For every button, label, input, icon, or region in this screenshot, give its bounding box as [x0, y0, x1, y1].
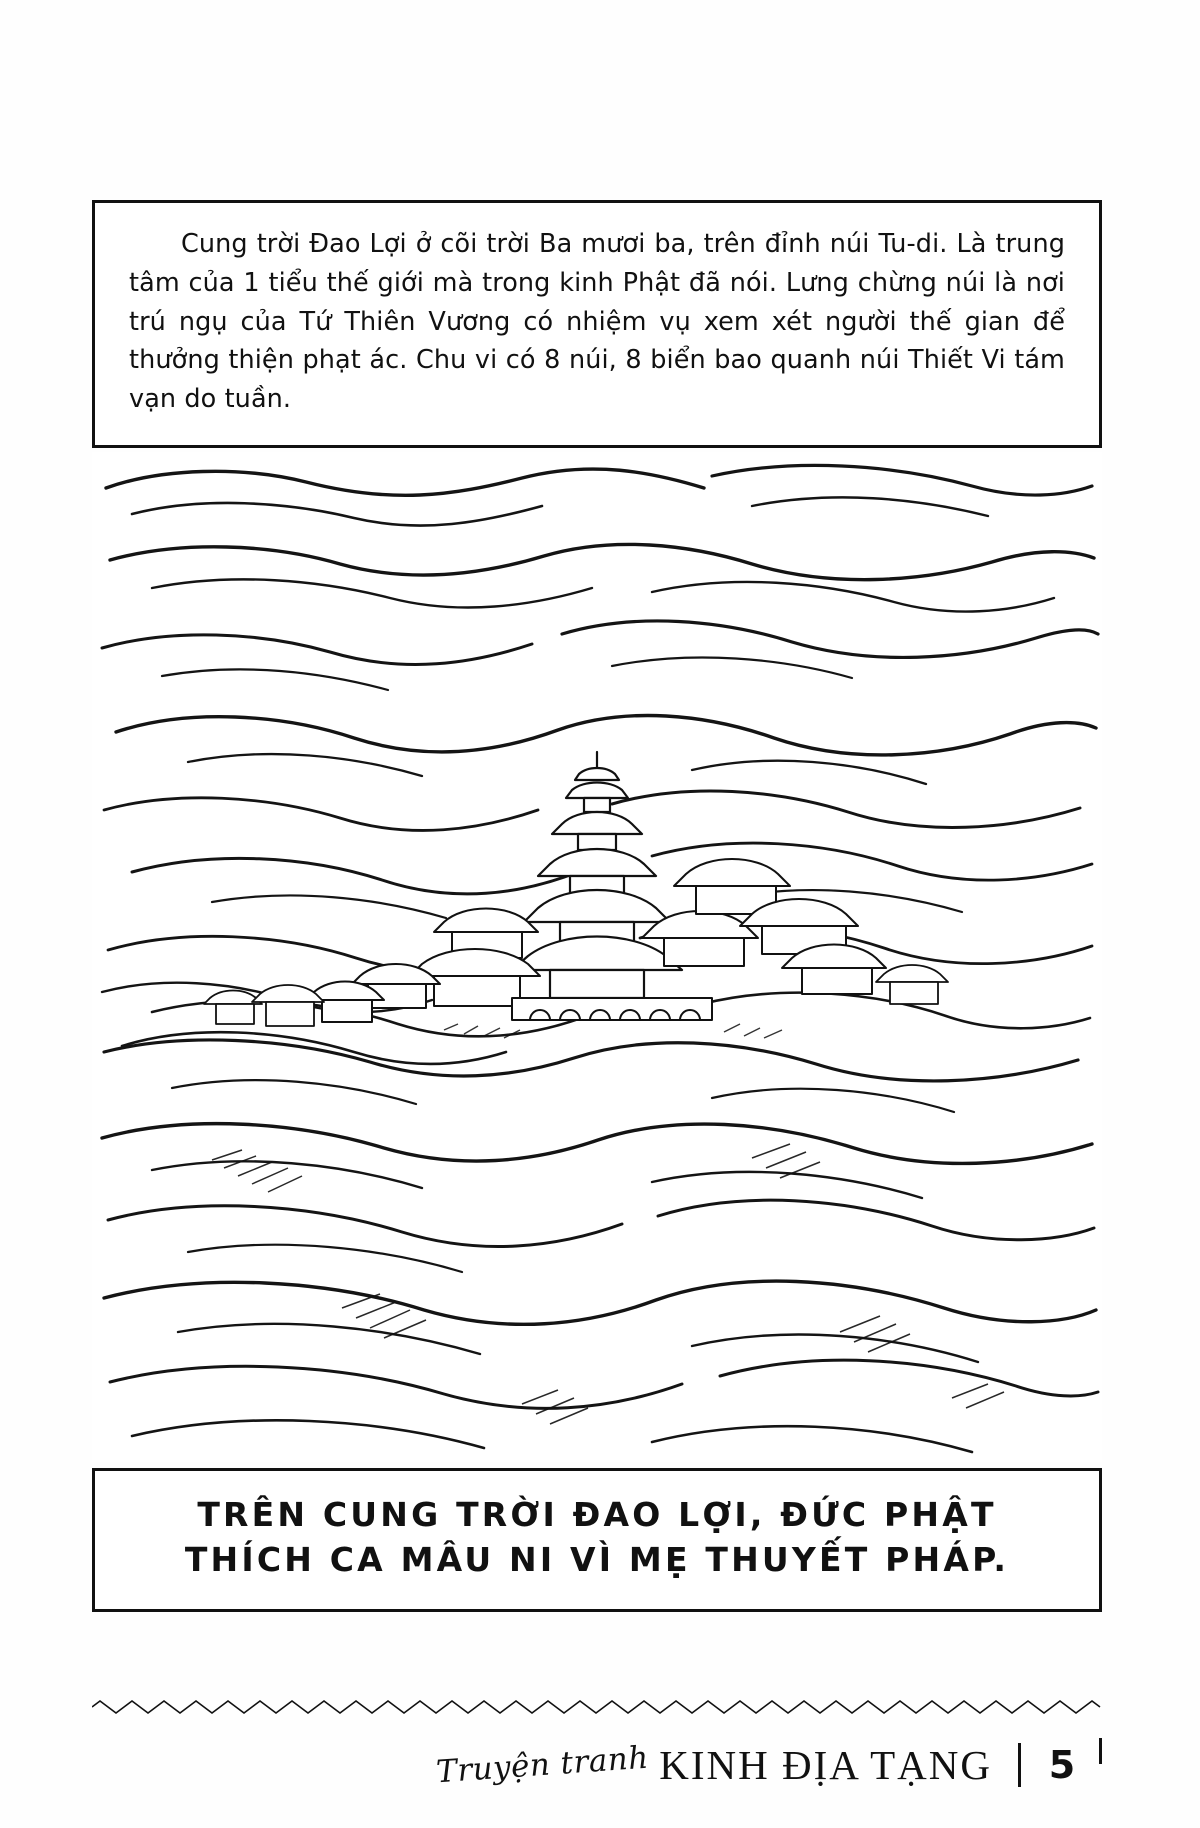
zigzag-divider-icon: [92, 1700, 1102, 1714]
footer-decorative-rule: [92, 1700, 1102, 1714]
celestial-palace-illustration: [92, 452, 1102, 1462]
footer-separator-icon: [1018, 1743, 1021, 1787]
footer-edge-tick-icon: [1099, 1738, 1102, 1764]
page-footer: [92, 1730, 1102, 1800]
narration-text: Cung trời Đao Lợi ở cõi trời Ba mươi ba, trên đỉnh núi Tu-di. Là trung tâm của 1 tiểu thế giới mà trong kinh Phật đã nói. Lưng chừng núi là nơi trú ngụ của Tứ Thiên Vương có nhiệm vụ xem xét người thế gian để thưởng thiện phạt ác. Chu vi có 8 núi, 8 biển bao quanh núi Thiết Vi tám vạn do tuần.: [129, 229, 1074, 414]
footer-book-title: KINH ĐỊA TẠNG: [659, 1742, 992, 1788]
page-number: 5: [1048, 1743, 1076, 1787]
footer-script-label: Truyện tranh: [435, 1739, 651, 1791]
caption-box: [92, 1468, 1102, 1612]
caption-line-1: TRÊN CUNG TRỜI ĐAO LỢI, ĐỨC PHẬT: [197, 1495, 997, 1534]
caption-line-2: THÍCH CA MÂU NI VÌ MẸ THUYẾT PHÁP.: [184, 1539, 1010, 1579]
narration-box: [92, 200, 1102, 448]
illustration-panel: [92, 452, 1102, 1462]
